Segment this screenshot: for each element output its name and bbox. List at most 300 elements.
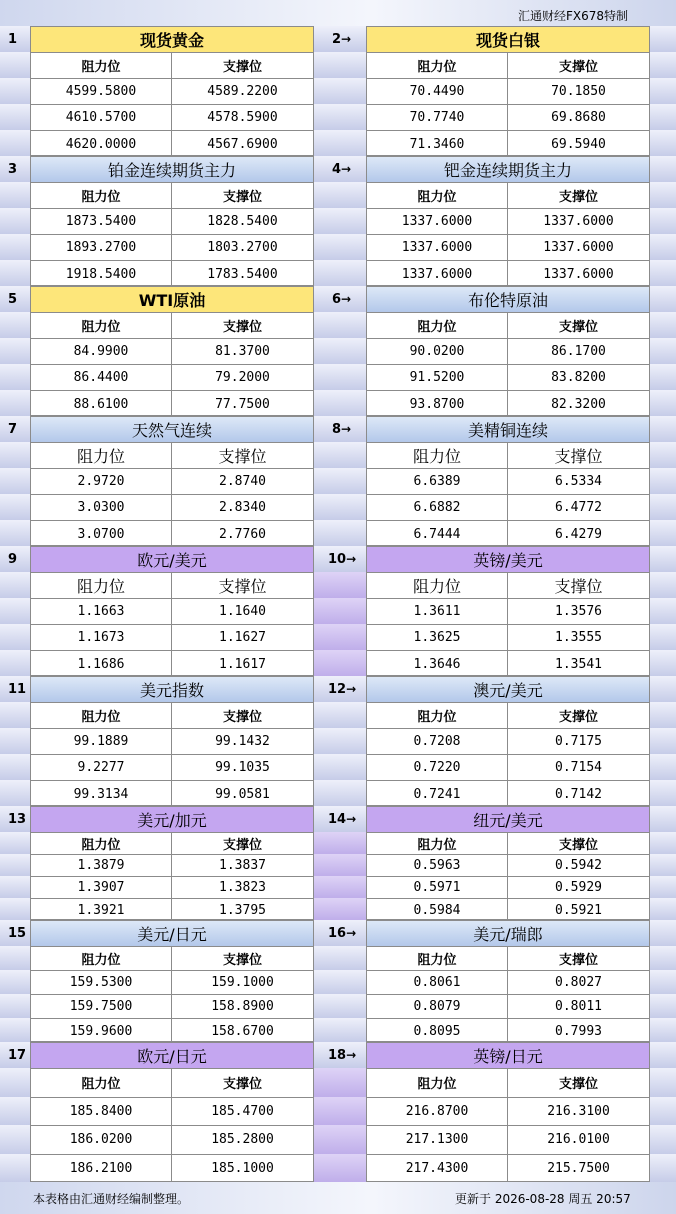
table-row [31,599,313,625]
panel-title: 欧元/美元 [31,547,313,573]
bg-stripe [314,702,366,728]
bg-stripe [314,572,366,598]
bg-stripe [314,1125,366,1154]
support-value: 0.8011 [555,999,602,1014]
bg-stripe [314,650,366,676]
support-value: 69.5940 [551,136,606,152]
bg-stripe [650,1018,676,1042]
resistance-value: 1.3921 [31,899,172,920]
quote-panel [30,920,314,1042]
panel-number-text: 15 [8,926,27,941]
panel-number [332,422,351,437]
bg-stripe [314,780,366,806]
table-row [31,131,313,156]
bg-stripe [314,1154,366,1183]
bg-stripe [0,702,30,728]
panel-number-text: 14 [328,812,347,827]
bg-stripe [314,1068,366,1097]
bg-stripe [0,970,30,994]
table-row [367,495,649,521]
resistance-value: 2.9720 [31,469,172,494]
header-row [31,443,313,469]
bg-stripe [314,468,366,494]
bg-stripe [650,286,676,312]
arrow-right-icon: → [341,292,352,306]
table-row [31,651,313,676]
support-value: 70.1850 [551,84,606,99]
support-value: 4578.5900 [207,110,278,125]
table-row [367,899,649,920]
support-value: 4567.6900 [207,136,278,152]
support-value: 158.8900 [211,999,274,1014]
bg-stripe [314,876,366,898]
bg-stripe [0,1097,30,1126]
quote-panel [366,806,650,920]
resistance-value: 99.3134 [31,781,172,806]
bg-stripe [650,994,676,1018]
support-value: 0.7175 [555,734,602,749]
bg-stripe [0,876,30,898]
resistance-value: 1.1673 [31,625,172,650]
table-row [367,855,649,877]
bg-stripe [314,1097,366,1126]
bg-stripe [650,390,676,416]
resistance-value: 3.0300 [31,495,172,520]
bg-stripe [0,1154,30,1183]
bg-stripe [650,854,676,876]
panel-number [332,162,351,177]
resistance-value: 159.5300 [31,971,172,994]
resistance-header: 阻力位 [367,1069,508,1097]
bg-stripe [650,572,676,598]
table-row [367,79,649,105]
support-value: 83.8200 [551,370,606,385]
table-row [31,209,313,235]
table-row [367,1098,649,1127]
bg-stripe [650,1042,676,1068]
bg-stripe [650,312,676,338]
support-value: 6.4772 [555,500,602,515]
bg-stripe [0,946,30,970]
header-row [31,703,313,729]
header-row [367,833,649,855]
resistance-value: 84.9900 [31,339,172,364]
support-value: 0.7154 [555,760,602,775]
support-value: 99.1035 [215,760,270,775]
support-value: 6.5334 [555,474,602,489]
bg-stripe [314,182,366,208]
support-header: 支撑位 [218,447,267,466]
quote-panel [366,26,650,156]
panel-number [8,1048,26,1063]
bg-stripe [314,52,366,78]
arrow-right-icon: → [341,32,352,46]
bg-stripe [650,26,676,52]
bg-stripe [314,520,366,546]
table-row [367,729,649,755]
bg-stripe [314,104,366,130]
support-value: 1.1627 [219,630,266,645]
footer-note: 本表格由汇通财经编制整理。 [33,1192,190,1206]
bg-stripe [0,78,30,104]
support-value: 2.8340 [219,500,266,515]
bg-stripe [314,1018,366,1042]
support-header: 支撑位 [558,1077,598,1093]
resistance-value: 0.5971 [367,877,508,898]
panel-number [8,812,26,827]
arrow-right-icon: → [346,682,357,696]
support-value: 158.6700 [211,1023,274,1039]
bg-stripe [650,806,676,832]
table-row [367,521,649,546]
support-value: 185.2800 [211,1132,274,1148]
table-row [367,651,649,676]
support-value: 82.3200 [551,396,606,412]
resistance-value: 1.1663 [31,599,172,624]
arrow-right-icon: → [346,1048,357,1062]
bg-stripe [314,970,366,994]
bg-stripe [0,442,30,468]
bg-stripe [650,78,676,104]
bg-stripe [650,52,676,78]
resistance-value: 1337.6000 [367,261,508,286]
resistance-value: 186.0200 [31,1126,172,1154]
arrow-right-icon: → [341,422,352,436]
support-header: 支撑位 [218,577,267,596]
bg-stripe [650,364,676,390]
bg-stripe [650,104,676,130]
support-value: 1337.6000 [543,214,614,229]
support-value: 81.3700 [215,344,270,359]
bg-stripe [0,338,30,364]
table-row [367,261,649,286]
bg-stripe [314,442,366,468]
bg-stripe [650,920,676,946]
bg-stripe [650,156,676,182]
resistance-value: 1337.6000 [367,235,508,260]
resistance-value: 0.8079 [367,995,508,1018]
support-value: 216.3100 [547,1103,610,1119]
table-row [367,339,649,365]
table-row [31,1126,313,1155]
bg-stripe [314,390,366,416]
resistance-value: 6.6882 [367,495,508,520]
panel-number-text: 4 [332,162,342,177]
support-value: 185.1000 [211,1161,274,1177]
support-value: 1.3823 [219,880,266,895]
panel-title: 天然气连续 [31,417,313,443]
table-row [367,235,649,261]
bg-stripe [0,898,30,920]
resistance-header: 阻力位 [367,53,508,78]
support-header: 支撑位 [222,710,262,725]
resistance-value: 90.0200 [367,339,508,364]
bg-stripe [650,898,676,920]
header-row [367,703,649,729]
bg-stripe [650,970,676,994]
panel-title: 美元/瑞郎 [367,921,649,947]
panel-title: 钯金连续期货主力 [367,157,649,183]
table-row [367,131,649,156]
resistance-value: 4620.0000 [31,131,172,156]
quote-panel [30,286,314,416]
support-value: 86.1700 [551,344,606,359]
bg-stripe [650,260,676,286]
quote-panel [366,156,650,286]
table-row [31,261,313,286]
arrow-right-icon: → [346,552,357,566]
table-row [367,469,649,495]
bg-stripe [650,208,676,234]
panel-title: 欧元/日元 [31,1043,313,1069]
table-row [31,235,313,261]
bg-stripe [650,1068,676,1097]
bg-stripe [0,598,30,624]
panel-title: 英镑/日元 [367,1043,649,1069]
header-row [367,53,649,79]
bg-stripe [314,754,366,780]
panel-number-text: 18 [328,1048,347,1063]
resistance-value: 6.6389 [367,469,508,494]
bg-stripe [314,946,366,970]
bg-stripe [0,208,30,234]
panel-number [8,162,17,177]
bg-stripe [650,1154,676,1183]
table-row [31,365,313,391]
support-value: 215.7500 [547,1161,610,1177]
table-row [367,1126,649,1155]
quote-panel [30,416,314,546]
header-row [31,1069,313,1098]
bg-stripe [314,208,366,234]
bg-stripe [0,52,30,78]
support-value: 0.7993 [555,1023,602,1039]
bg-stripe [314,728,366,754]
bg-stripe [650,624,676,650]
support-value: 216.0100 [547,1132,610,1148]
bg-stripe [0,468,30,494]
quote-panel [30,806,314,920]
bg-stripe [650,1125,676,1154]
panel-number [8,926,26,941]
bg-stripe [650,520,676,546]
bg-stripe [0,494,30,520]
bg-stripe [0,364,30,390]
bg-stripe [0,312,30,338]
table-row [31,105,313,131]
resistance-value: 3.0700 [31,521,172,546]
bg-stripe [0,572,30,598]
resistance-value: 0.7208 [367,729,508,754]
panel-title: 美元/加元 [31,807,313,833]
table-row [31,1155,313,1183]
panel-number [8,32,17,47]
bg-stripe [650,234,676,260]
support-header: 支撑位 [222,838,262,853]
footer-updated: 更新于 2026-08-28 周五 20:57 [455,1192,631,1206]
resistance-header: 阻力位 [367,573,508,598]
panel-title: 现货黄金 [31,27,313,53]
resistance-value: 0.8061 [367,971,508,994]
arrow-right-icon: → [341,162,352,176]
support-header: 支撑位 [554,577,603,596]
bg-stripe [0,1018,30,1042]
bg-stripe [314,598,366,624]
resistance-value: 159.9600 [31,1019,172,1042]
support-value: 2.7760 [219,526,266,542]
table-row [31,971,313,995]
resistance-value: 217.1300 [367,1126,508,1154]
resistance-value: 1.3907 [31,877,172,898]
support-value: 185.4700 [211,1103,274,1119]
support-value: 1.3541 [555,656,602,672]
resistance-value: 1.3646 [367,651,508,676]
header-row [367,573,649,599]
header-row [31,833,313,855]
table-row [31,521,313,546]
panel-title: 现货白银 [367,27,649,53]
panel-number-text: 11 [8,682,27,697]
panel-number-text: 9 [8,552,18,567]
bg-stripe [650,946,676,970]
panel-number-text: 16 [328,926,347,941]
table-row [367,365,649,391]
table-row [367,209,649,235]
resistance-header: 阻力位 [367,313,508,338]
panel-title: 铂金连续期货主力 [31,157,313,183]
resistance-header: 阻力位 [367,947,508,970]
bg-stripe [0,624,30,650]
panel-number-text: 8 [332,422,342,437]
panel-number-text: 6 [332,292,342,307]
panel-title: 澳元/美元 [367,677,649,703]
quote-panel [30,676,314,806]
bg-stripe [314,312,366,338]
panel-number-text: 10 [328,552,347,567]
resistance-value: 71.3460 [367,131,508,156]
support-header: 支撑位 [558,953,598,968]
support-value: 1803.2700 [207,240,278,255]
table-row [31,469,313,495]
panel-number [8,292,17,307]
table-row [367,625,649,651]
header-row [367,183,649,209]
header-row [31,573,313,599]
table-row [31,855,313,877]
table-row [367,971,649,995]
quote-panel [366,286,650,416]
bg-stripe [314,234,366,260]
resistance-value: 6.7444 [367,521,508,546]
quote-panel [30,156,314,286]
support-value: 1337.6000 [543,266,614,282]
header-row [31,183,313,209]
bg-stripe [650,338,676,364]
support-value: 1.3555 [555,630,602,645]
table-row [367,755,649,781]
resistance-value: 0.5963 [367,855,508,876]
support-header: 支撑位 [558,710,598,725]
bg-stripe [0,260,30,286]
support-value: 6.4279 [555,526,602,542]
support-value: 99.1432 [215,734,270,749]
support-value: 99.0581 [215,786,270,802]
panel-number [8,552,17,567]
resistance-value: 1.3879 [31,855,172,876]
bg-stripe [650,676,676,702]
bg-stripe [650,702,676,728]
panel-title: 美精铜连续 [367,417,649,443]
bg-stripe [314,994,366,1018]
resistance-header: 阻力位 [31,1069,172,1097]
table-row [31,339,313,365]
panel-number [332,32,351,47]
resistance-header: 阻力位 [367,183,508,208]
bg-stripe [314,338,366,364]
bg-stripe [0,728,30,754]
panel-title: 纽元/美元 [367,807,649,833]
panel-number-text: 5 [8,292,18,307]
bg-stripe [650,598,676,624]
quote-panel [366,1042,650,1182]
resistance-value: 1.3625 [367,625,508,650]
table-row [367,105,649,131]
panel-number [328,1048,356,1063]
support-value: 1.3837 [219,858,266,873]
support-value: 1.3795 [219,902,266,918]
bg-stripe [650,754,676,780]
bg-stripe [0,104,30,130]
header-title: 汇通财经FX678特制 [517,9,628,23]
bg-stripe [314,260,366,286]
table-row [367,995,649,1019]
resistance-header: 阻力位 [31,53,172,78]
bg-stripe [314,898,366,920]
panel-number [328,926,356,941]
bg-stripe [0,854,30,876]
panel-number [328,682,356,697]
table-row [31,755,313,781]
bg-stripe [314,832,366,854]
resistance-value: 1.1686 [31,651,172,676]
bg-stripe [650,876,676,898]
panel-title: 美元指数 [31,677,313,703]
bg-stripe [650,442,676,468]
resistance-header: 阻力位 [31,573,172,598]
resistance-header: 阻力位 [31,313,172,338]
support-value: 69.8680 [551,110,606,125]
table-row [367,599,649,625]
table-row [31,781,313,806]
resistance-value: 93.8700 [367,391,508,416]
bg-stripe [0,390,30,416]
panel-number-text: 13 [8,812,27,827]
bg-stripe [650,1097,676,1126]
support-value: 0.5921 [555,902,602,918]
table-row [367,1155,649,1183]
resistance-value: 86.4400 [31,365,172,390]
support-value: 4589.2200 [207,84,278,99]
panel-number-text: 3 [8,162,18,177]
resistance-value: 159.7500 [31,995,172,1018]
support-header: 支撑位 [554,447,603,466]
panel-number [328,552,356,567]
resistance-value: 70.7740 [367,105,508,130]
header-row [367,947,649,971]
support-header: 支撑位 [222,190,262,205]
support-value: 1.1617 [219,656,266,672]
resistance-value: 1.3611 [367,599,508,624]
